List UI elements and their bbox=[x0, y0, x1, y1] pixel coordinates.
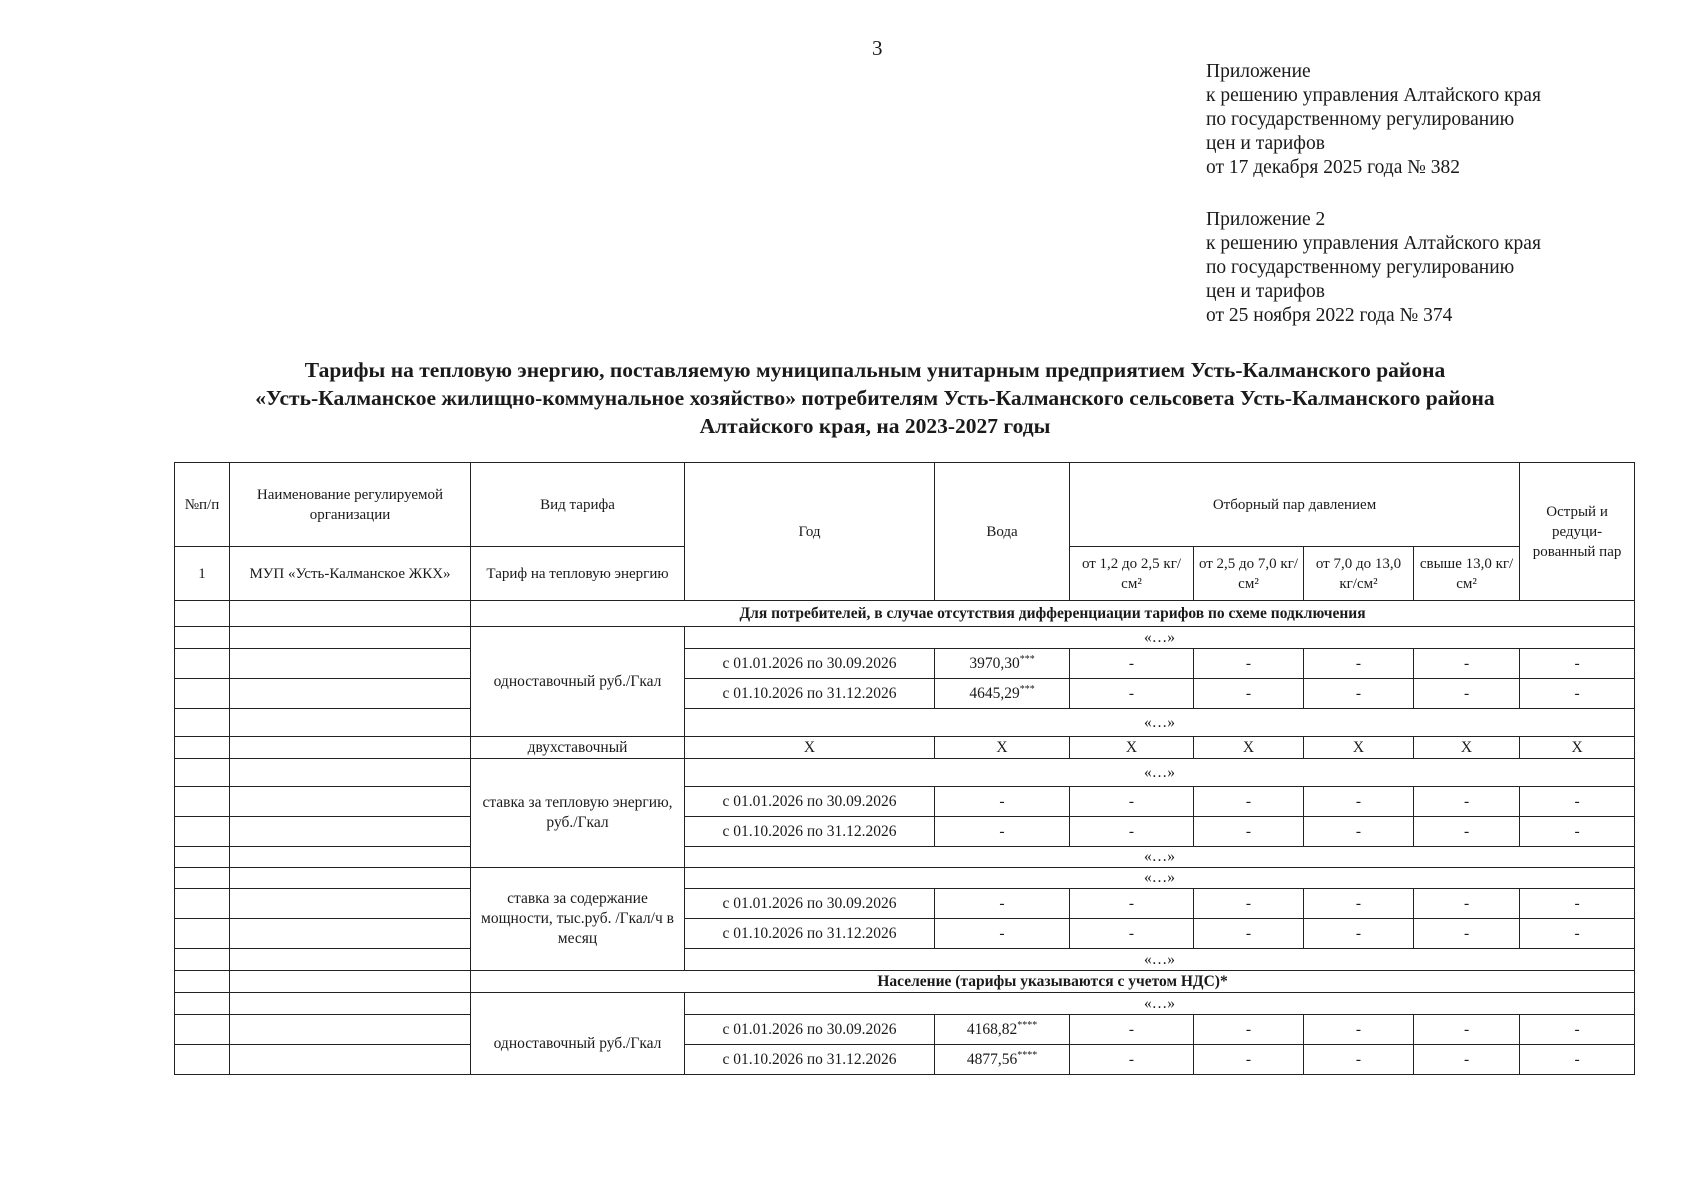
dash-cell: - bbox=[1414, 649, 1520, 679]
dash-cell: - bbox=[1304, 679, 1414, 709]
tariff-kind-label: двухставочный bbox=[471, 737, 685, 759]
dash-cell: - bbox=[1194, 919, 1304, 949]
appendix-line: цен и тарифов bbox=[1206, 133, 1325, 154]
dash-cell: - bbox=[1070, 1045, 1194, 1075]
dash-cell: - bbox=[1304, 1045, 1414, 1075]
dash-cell: - bbox=[1520, 889, 1635, 919]
header-year: Год bbox=[685, 463, 935, 601]
value-cell: 4645,29*** bbox=[935, 679, 1070, 709]
value-cell: 4168,82**** bbox=[935, 1015, 1070, 1045]
appendix-line: Приложение bbox=[1206, 61, 1311, 82]
header-row bbox=[175, 463, 1635, 547]
title-line: Алтайского края, на 2023-2027 годы bbox=[699, 414, 1051, 438]
appendix-original bbox=[1206, 208, 1541, 328]
tariff-kind-label: ставка за содержание мощности, тыс.руб. /Гкал/ч в месяц bbox=[471, 868, 685, 971]
dash-cell: - bbox=[1520, 787, 1635, 817]
page-number: 3 bbox=[872, 36, 883, 60]
table-row bbox=[175, 847, 1635, 868]
table-row bbox=[175, 919, 1635, 949]
table-row bbox=[175, 949, 1635, 971]
dash-cell: - bbox=[1070, 1015, 1194, 1045]
dash-cell: - bbox=[1414, 889, 1520, 919]
appendix-line: к решению управления Алтайского края bbox=[1206, 233, 1541, 254]
ellipsis-cell: «…» bbox=[685, 868, 1635, 889]
table-row bbox=[175, 627, 1635, 649]
table-row bbox=[175, 679, 1635, 709]
appendix-line: по государственному регулированию bbox=[1206, 109, 1515, 130]
tariff-kind-label: одноставочный руб./Гкал bbox=[471, 993, 685, 1075]
dash-cell: - bbox=[1304, 817, 1414, 847]
dash-cell: - bbox=[1414, 1045, 1520, 1075]
ellipsis-cell: «…» bbox=[685, 949, 1635, 971]
dash-cell: - bbox=[1304, 649, 1414, 679]
tariff-kind-label: одноставочный руб./Гкал bbox=[471, 627, 685, 737]
table-row bbox=[175, 1015, 1635, 1045]
period-cell: с 01.10.2026 по 31.12.2026 bbox=[685, 1045, 935, 1075]
tariff-table bbox=[174, 462, 1635, 1075]
ellipsis-cell: «…» bbox=[685, 993, 1635, 1015]
ellipsis-cell: «…» bbox=[685, 709, 1635, 737]
title-line: Тарифы на тепловую энергию, поставляемую муниципальным унитарным предприятием Усть-Калманского района bbox=[304, 358, 1446, 382]
dash-cell: - bbox=[1070, 817, 1194, 847]
ellipsis-cell: «…» bbox=[685, 847, 1635, 868]
header-tariff-type: Вид тарифа bbox=[471, 463, 685, 547]
dash-cell: - bbox=[1194, 817, 1304, 847]
table-row bbox=[175, 817, 1635, 847]
header-steam: Отборный пар давлением bbox=[1070, 463, 1520, 547]
dash-cell: - bbox=[935, 817, 1070, 847]
x-cell: X bbox=[1194, 737, 1304, 759]
table-row bbox=[175, 868, 1635, 889]
ellipsis-cell: «…» bbox=[685, 627, 1635, 649]
appendix-line: от 25 ноября 2022 года № 374 bbox=[1206, 305, 1453, 326]
value-cell: 4877,56**** bbox=[935, 1045, 1070, 1075]
x-cell: X bbox=[1520, 737, 1635, 759]
org-number: 1 bbox=[175, 547, 230, 601]
period-cell: с 01.01.2026 по 30.09.2026 bbox=[685, 787, 935, 817]
section-row bbox=[175, 601, 1635, 627]
table-row bbox=[175, 889, 1635, 919]
period-cell: с 01.10.2026 по 31.12.2026 bbox=[685, 919, 935, 949]
dash-cell: - bbox=[1070, 787, 1194, 817]
table-row bbox=[175, 993, 1635, 1015]
appendix-line: Приложение 2 bbox=[1206, 209, 1326, 230]
header-pressure-1: от 1,2 до 2,5 кг/см² bbox=[1070, 547, 1194, 601]
appendix-line: к решению управления Алтайского края bbox=[1206, 85, 1541, 106]
dash-cell: - bbox=[1520, 1015, 1635, 1045]
header-pressure-4: свыше 13,0 кг/см² bbox=[1414, 547, 1520, 601]
dash-cell: - bbox=[1414, 679, 1520, 709]
dash-cell: - bbox=[1414, 919, 1520, 949]
dash-cell: - bbox=[1194, 1045, 1304, 1075]
x-cell: X bbox=[1304, 737, 1414, 759]
x-cell: X bbox=[685, 737, 935, 759]
dash-cell: - bbox=[1194, 649, 1304, 679]
header-sharp-steam: Острый и редуци-рованный пар bbox=[1520, 463, 1635, 601]
header-org: Наименование регулируемой организации bbox=[230, 463, 471, 547]
document-title bbox=[150, 356, 1600, 440]
header-pressure-3: от 7,0 до 13,0 кг/см² bbox=[1304, 547, 1414, 601]
period-cell: с 01.01.2026 по 30.09.2026 bbox=[685, 649, 935, 679]
tariff-kind-label: ставка за тепловую энергию, руб./Гкал bbox=[471, 759, 685, 868]
dash-cell: - bbox=[1520, 679, 1635, 709]
dash-cell: - bbox=[1070, 889, 1194, 919]
dash-cell: - bbox=[1070, 679, 1194, 709]
table-row bbox=[175, 759, 1635, 787]
section-title: Население (тарифы указываются с учетом НДС)* bbox=[471, 971, 1635, 993]
dash-cell: - bbox=[1194, 679, 1304, 709]
org-name: МУП «Усть-Калманское ЖКХ» bbox=[230, 547, 471, 601]
x-cell: X bbox=[1414, 737, 1520, 759]
value-cell: 3970,30*** bbox=[935, 649, 1070, 679]
dash-cell: - bbox=[1194, 1015, 1304, 1045]
table-row bbox=[175, 737, 1635, 759]
dash-cell: - bbox=[1194, 787, 1304, 817]
dash-cell: - bbox=[1520, 649, 1635, 679]
dash-cell: - bbox=[1414, 1015, 1520, 1045]
dash-cell: - bbox=[935, 787, 1070, 817]
table-row bbox=[175, 649, 1635, 679]
dash-cell: - bbox=[935, 919, 1070, 949]
dash-cell: - bbox=[1520, 817, 1635, 847]
dash-cell: - bbox=[935, 889, 1070, 919]
appendix-line: от 17 декабря 2025 года № 382 bbox=[1206, 157, 1460, 178]
header-num: №п/п bbox=[175, 463, 230, 547]
table-row bbox=[175, 1045, 1635, 1075]
period-cell: с 01.01.2026 по 30.09.2026 bbox=[685, 1015, 935, 1045]
dash-cell: - bbox=[1070, 649, 1194, 679]
dash-cell: - bbox=[1414, 817, 1520, 847]
x-cell: X bbox=[935, 737, 1070, 759]
dash-cell: - bbox=[1520, 919, 1635, 949]
dash-cell: - bbox=[1520, 1045, 1635, 1075]
dash-cell: - bbox=[1414, 787, 1520, 817]
dash-cell: - bbox=[1304, 919, 1414, 949]
section-row bbox=[175, 971, 1635, 993]
org-tariff: Тариф на тепловую энергию bbox=[471, 547, 685, 601]
x-cell: X bbox=[1070, 737, 1194, 759]
section-title: Для потребителей, в случае отсутствия дифференциации тарифов по схеме подключения bbox=[471, 601, 1635, 627]
ellipsis-cell: «…» bbox=[685, 759, 1635, 787]
header-pressure-2: от 2,5 до 7,0 кг/см² bbox=[1194, 547, 1304, 601]
table-row bbox=[175, 709, 1635, 737]
dash-cell: - bbox=[1304, 889, 1414, 919]
appendix-current bbox=[1206, 60, 1541, 180]
dash-cell: - bbox=[1070, 919, 1194, 949]
header-water: Вода bbox=[935, 463, 1070, 601]
dash-cell: - bbox=[1304, 1015, 1414, 1045]
dash-cell: - bbox=[1304, 787, 1414, 817]
dash-cell: - bbox=[1194, 889, 1304, 919]
period-cell: с 01.10.2026 по 31.12.2026 bbox=[685, 817, 935, 847]
title-line: «Усть-Калманское жилищно-коммунальное хозяйство» потребителям Усть-Калманского сельсовета Усть-Калманского района bbox=[255, 386, 1495, 410]
period-cell: с 01.10.2026 по 31.12.2026 bbox=[685, 679, 935, 709]
table-row bbox=[175, 787, 1635, 817]
appendix-line: по государственному регулированию bbox=[1206, 257, 1515, 278]
appendix-line: цен и тарифов bbox=[1206, 281, 1325, 302]
period-cell: с 01.01.2026 по 30.09.2026 bbox=[685, 889, 935, 919]
